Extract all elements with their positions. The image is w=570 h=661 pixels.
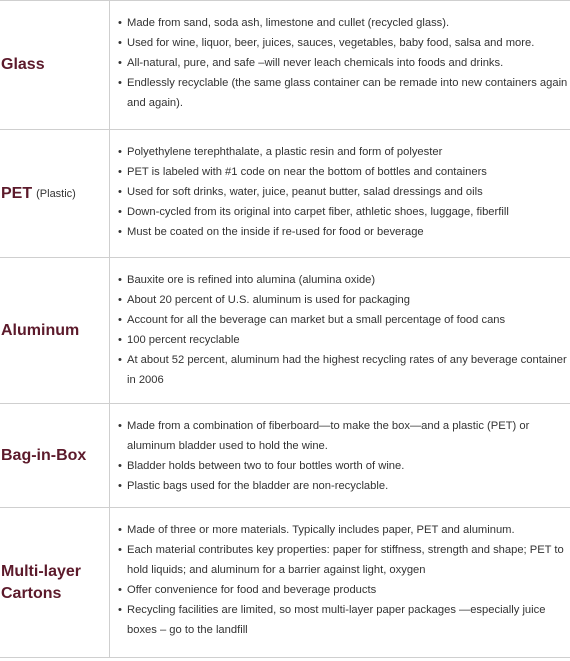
row-label: PET	[1, 184, 33, 202]
list-item: • Recycling facilities are limited, so most multi-layer paper packages —especially juice boxes – go to the landfill	[118, 600, 570, 640]
list-item: • 100 percent recyclable	[118, 330, 570, 350]
list-item: • Used for wine, liquor, beer, juices, sauces, vegetables, baby food, salsa and more.	[118, 33, 570, 53]
list-item: • Account for all the beverage can market but a small percentage of food cans	[118, 310, 570, 330]
bullet-list	[118, 520, 570, 640]
row-label-cell	[0, 508, 110, 657]
list-item: • Bauxite ore is refined into alumina (alumina oxide)	[118, 270, 570, 290]
row-label: Aluminum	[1, 321, 80, 339]
list-item: • Offer convenience for food and beverage products	[118, 580, 570, 600]
bullet-list	[118, 416, 570, 496]
list-item: • Must be coated on the inside if re-used for food or beverage	[118, 222, 570, 242]
table-row-bag-in-box	[0, 404, 570, 508]
row-details	[110, 404, 570, 507]
table-row-pet	[0, 130, 570, 258]
row-label-cell	[0, 1, 110, 129]
row-details	[110, 1, 570, 129]
row-label-cell	[0, 130, 110, 257]
list-item: • Made from a combination of fiberboard—to make the box—and a plastic (PET) or aluminum bladder used to hold the wine.	[118, 416, 570, 456]
row-label-cell	[0, 404, 110, 507]
row-details	[110, 508, 570, 657]
row-sublabel: (Plastic)	[36, 187, 76, 200]
list-item: • Endlessly recyclable (the same glass container can be remade into new containers again and again).	[118, 73, 570, 113]
list-item: • Made of three or more materials. Typically includes paper, PET and aluminum.	[118, 520, 570, 540]
table-row-aluminum	[0, 258, 570, 404]
list-item: • Polyethylene terephthalate, a plastic resin and form of polyester	[118, 142, 570, 162]
list-item: • At about 52 percent, aluminum had the highest recycling rates of any beverage container in 2006	[118, 350, 570, 390]
table-row-glass	[0, 1, 570, 130]
row-details	[110, 130, 570, 257]
bullet-list	[118, 13, 570, 113]
bullet-list	[118, 270, 570, 390]
list-item: • Plastic bags used for the bladder are non-recyclable.	[118, 476, 570, 496]
list-item: • All-natural, pure, and safe –will never leach chemicals into foods and drinks.	[118, 53, 570, 73]
bullet-list	[118, 142, 570, 242]
list-item: • Used for soft drinks, water, juice, peanut butter, salad dressings and oils	[118, 182, 570, 202]
list-item: • Down-cycled from its original into carpet fiber, athletic shoes, luggage, fiberfill	[118, 202, 570, 222]
row-label: Multi-layer Cartons	[1, 562, 82, 602]
row-label: Bag-in-Box	[1, 446, 87, 464]
list-item: • About 20 percent of U.S. aluminum is used for packaging	[118, 290, 570, 310]
row-label: Glass	[1, 56, 45, 73]
list-item: • Made from sand, soda ash, limestone and cullet (recycled glass).	[118, 13, 570, 33]
table-row-multi-layer-cartons	[0, 508, 570, 658]
row-label-cell	[0, 258, 110, 403]
list-item: • Each material contributes key properties: paper for stiffness, strength and shape; PET to hold liquids; and aluminum for a barrier against light, oxygen	[118, 540, 570, 580]
list-item: • Bladder holds between two to four bottles worth of wine.	[118, 456, 570, 476]
list-item: • PET is labeled with #1 code on near the bottom of bottles and containers	[118, 162, 570, 182]
row-details	[110, 258, 570, 403]
